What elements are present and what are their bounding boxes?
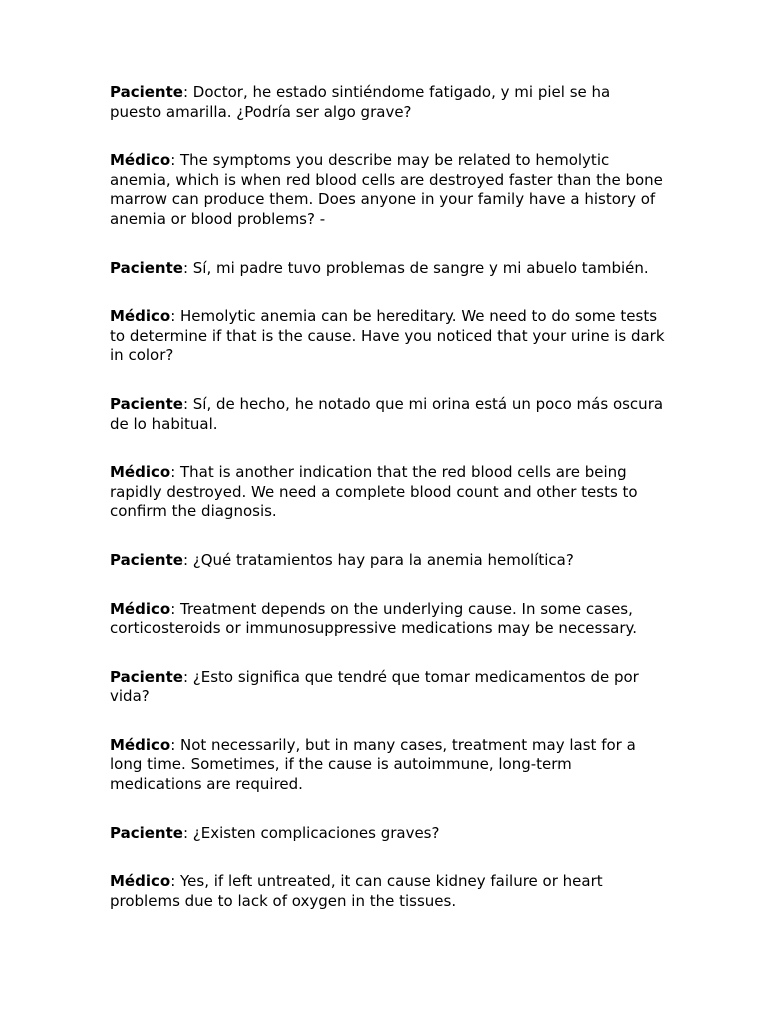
dialogue-turn <box>110 463 666 522</box>
utterance-text: : Treatment depends on the underlying cause. In some cases, corticosteroids or immunosuppressive medications may be necessary. <box>110 599 638 638</box>
dialogue-turn <box>110 736 666 795</box>
speaker-label: Paciente <box>110 667 183 686</box>
utterance-text: : Yes, if left untreated, it can cause kidney failure or heart problems due to lack of oxygen in the tissues. <box>110 872 603 910</box>
speaker-label: Paciente <box>110 258 183 277</box>
dialogue-turn <box>110 872 666 911</box>
dialogue-turn <box>110 307 666 366</box>
speaker-label: Médico <box>110 463 171 482</box>
utterance-text: : ¿Existen complicaciones graves? <box>182 823 440 842</box>
speaker-label: Paciente <box>110 394 183 413</box>
speaker-label: Paciente <box>110 823 183 842</box>
speaker-label: Médico <box>110 307 171 326</box>
dialogue-turn <box>110 668 666 707</box>
utterance-text: : Not necessarily, but in many cases, treatment may last for a long time. Sometimes, if the cause is autoimmune, long-term medications are required. <box>110 735 636 794</box>
speaker-label: Médico <box>110 735 171 754</box>
speaker-label: Médico <box>110 872 171 891</box>
dialogue-turn <box>110 824 666 844</box>
dialogue-turn <box>110 83 666 122</box>
dialogue-turn <box>110 395 666 434</box>
speaker-label: Médico <box>110 151 171 170</box>
document-page <box>110 83 666 940</box>
utterance-text: : Sí, mi padre tuvo problemas de sangre y mi abuelo también. <box>182 258 649 277</box>
speaker-label: Paciente <box>110 83 183 101</box>
speaker-label: Paciente <box>110 550 183 569</box>
utterance-text: : ¿Qué tratamientos hay para la anemia hemolítica? <box>182 550 574 569</box>
dialogue-turn <box>110 151 666 229</box>
dialogue-turn <box>110 600 666 639</box>
utterance-text: : Doctor, he estado sintiéndome fatigado, y mi piel se ha puesto amarilla. ¿Podría ser algo grave? <box>110 83 611 121</box>
utterance-text: : Sí, de hecho, he notado que mi orina está un poco más oscura de lo habitual. <box>110 394 664 433</box>
utterance-text: : The symptoms you describe may be related to hemolytic anemia, which is when red blood cells are destroyed faster than the bone marrow can produce them. Does anyone in your family have a history of anemia or blood problems? - <box>110 151 663 228</box>
speaker-label: Médico <box>110 599 171 618</box>
dialogue-turn <box>110 551 666 571</box>
utterance-text: : That is another indication that the red blood cells are being rapidly destroyed. We need a complete blood count and other tests to confirm the diagnosis. <box>110 463 638 521</box>
utterance-text: : Hemolytic anemia can be hereditary. We need to do some tests to determine if that is the cause. Have you noticed that your urine is dark in color? <box>110 307 665 365</box>
utterance-text: : ¿Esto significa que tendré que tomar medicamentos de por vida? <box>110 667 639 706</box>
dialogue-turn <box>110 259 666 279</box>
